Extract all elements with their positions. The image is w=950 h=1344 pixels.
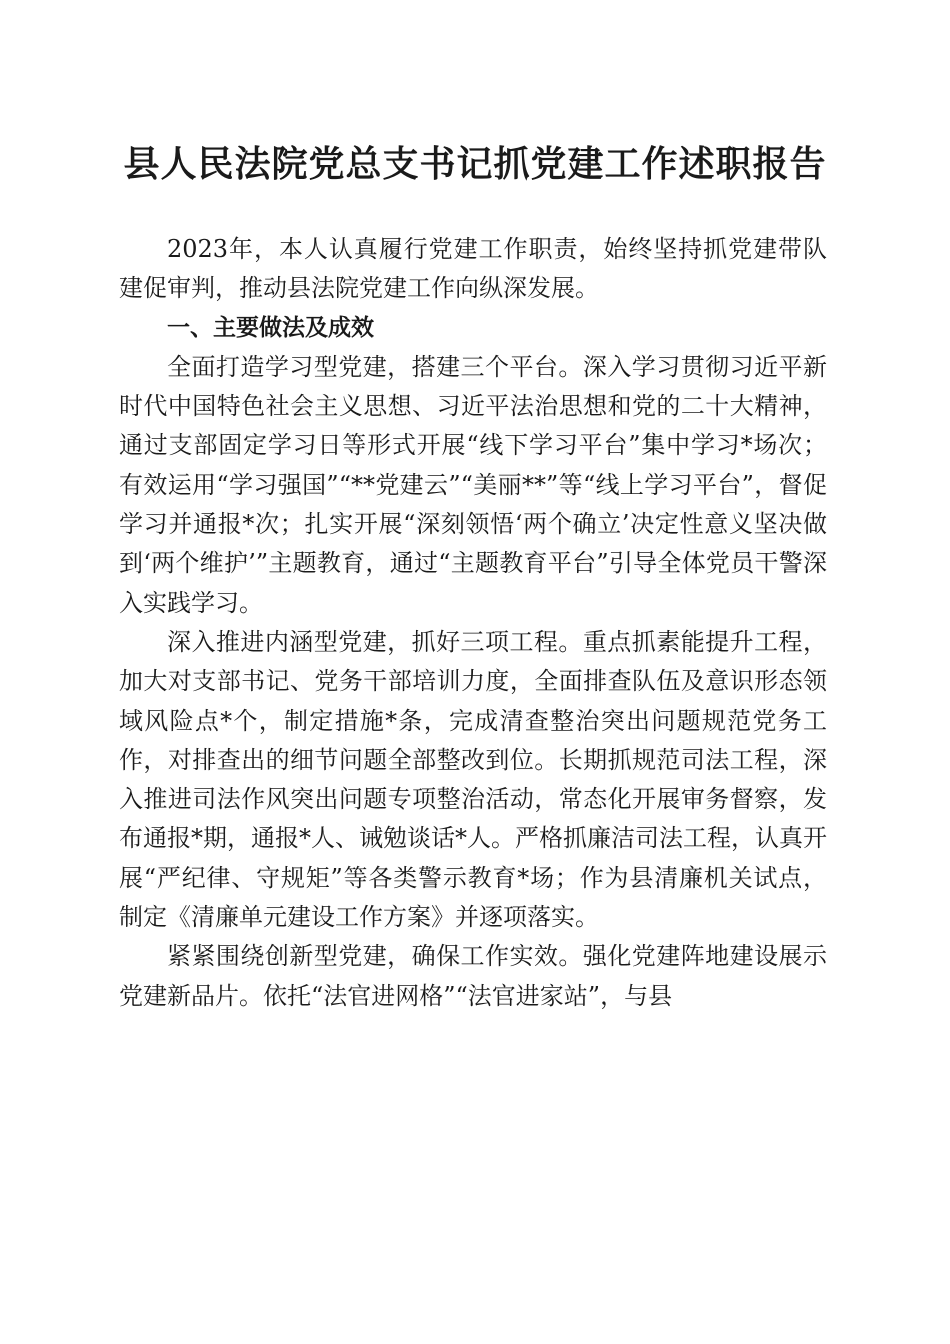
body-paragraph-projects: 深入推进内涵型党建，抓好三项工程。重点抓素能提升工程，加大对支部书记、党务干部培训力度，全面排查队伍及意识形态领域风险点*个，制定措施*条，完成清查整治突出问题规范党务工作，对排查出的细节问题全部整改到位。长期抓规范司法工程，深入推进司法作风突出问题专项整治活动，常态化开展审务督察，发布通报*期，通报*人、诫勉谈话*人。严格抓廉洁司法工程，认真开展“严纪律、守规矩”等各类警示教育*场；作为县清廉机关试点，制定《清廉单元建设工作方案》并逐项落实。: [119, 627, 827, 932]
body-paragraph-learning: 全面打造学习型党建，搭建三个平台。深入学习贯彻习近平新时代中国特色社会主义思想、习近平法治思想和党的二十大精神，通过支部固定学习日等形式开展“线下学习平台”集中学习*场次；有效运用“学习强国”“**党建云”“美丽**”等“线上学习平台”，督促学习并通报*次；扎实开展“深刻领悟‘两个确立’决定性意义坚决做到‘两个维护’”主题教育，通过“主题教育平台”引导全体党员干警深入实践学习。: [119, 352, 827, 617]
document-body: [119, 230, 827, 1016]
document-title: 县人民法院党总支书记抓党建工作述职报告: [123, 143, 827, 185]
intro-paragraph: 2023年，本人认真履行党建工作职责，始终坚持抓党建带队建促审判，推动县法院党建工作向纵深发展。: [119, 235, 827, 303]
section-heading: 一、主要做法及成效: [167, 314, 374, 341]
body-paragraph-innovation: 紧紧围绕创新型党建，确保工作实效。强化党建阵地建设展示党建新品片。依托“法官进网格”“法官进家站”，与县: [119, 942, 827, 1010]
